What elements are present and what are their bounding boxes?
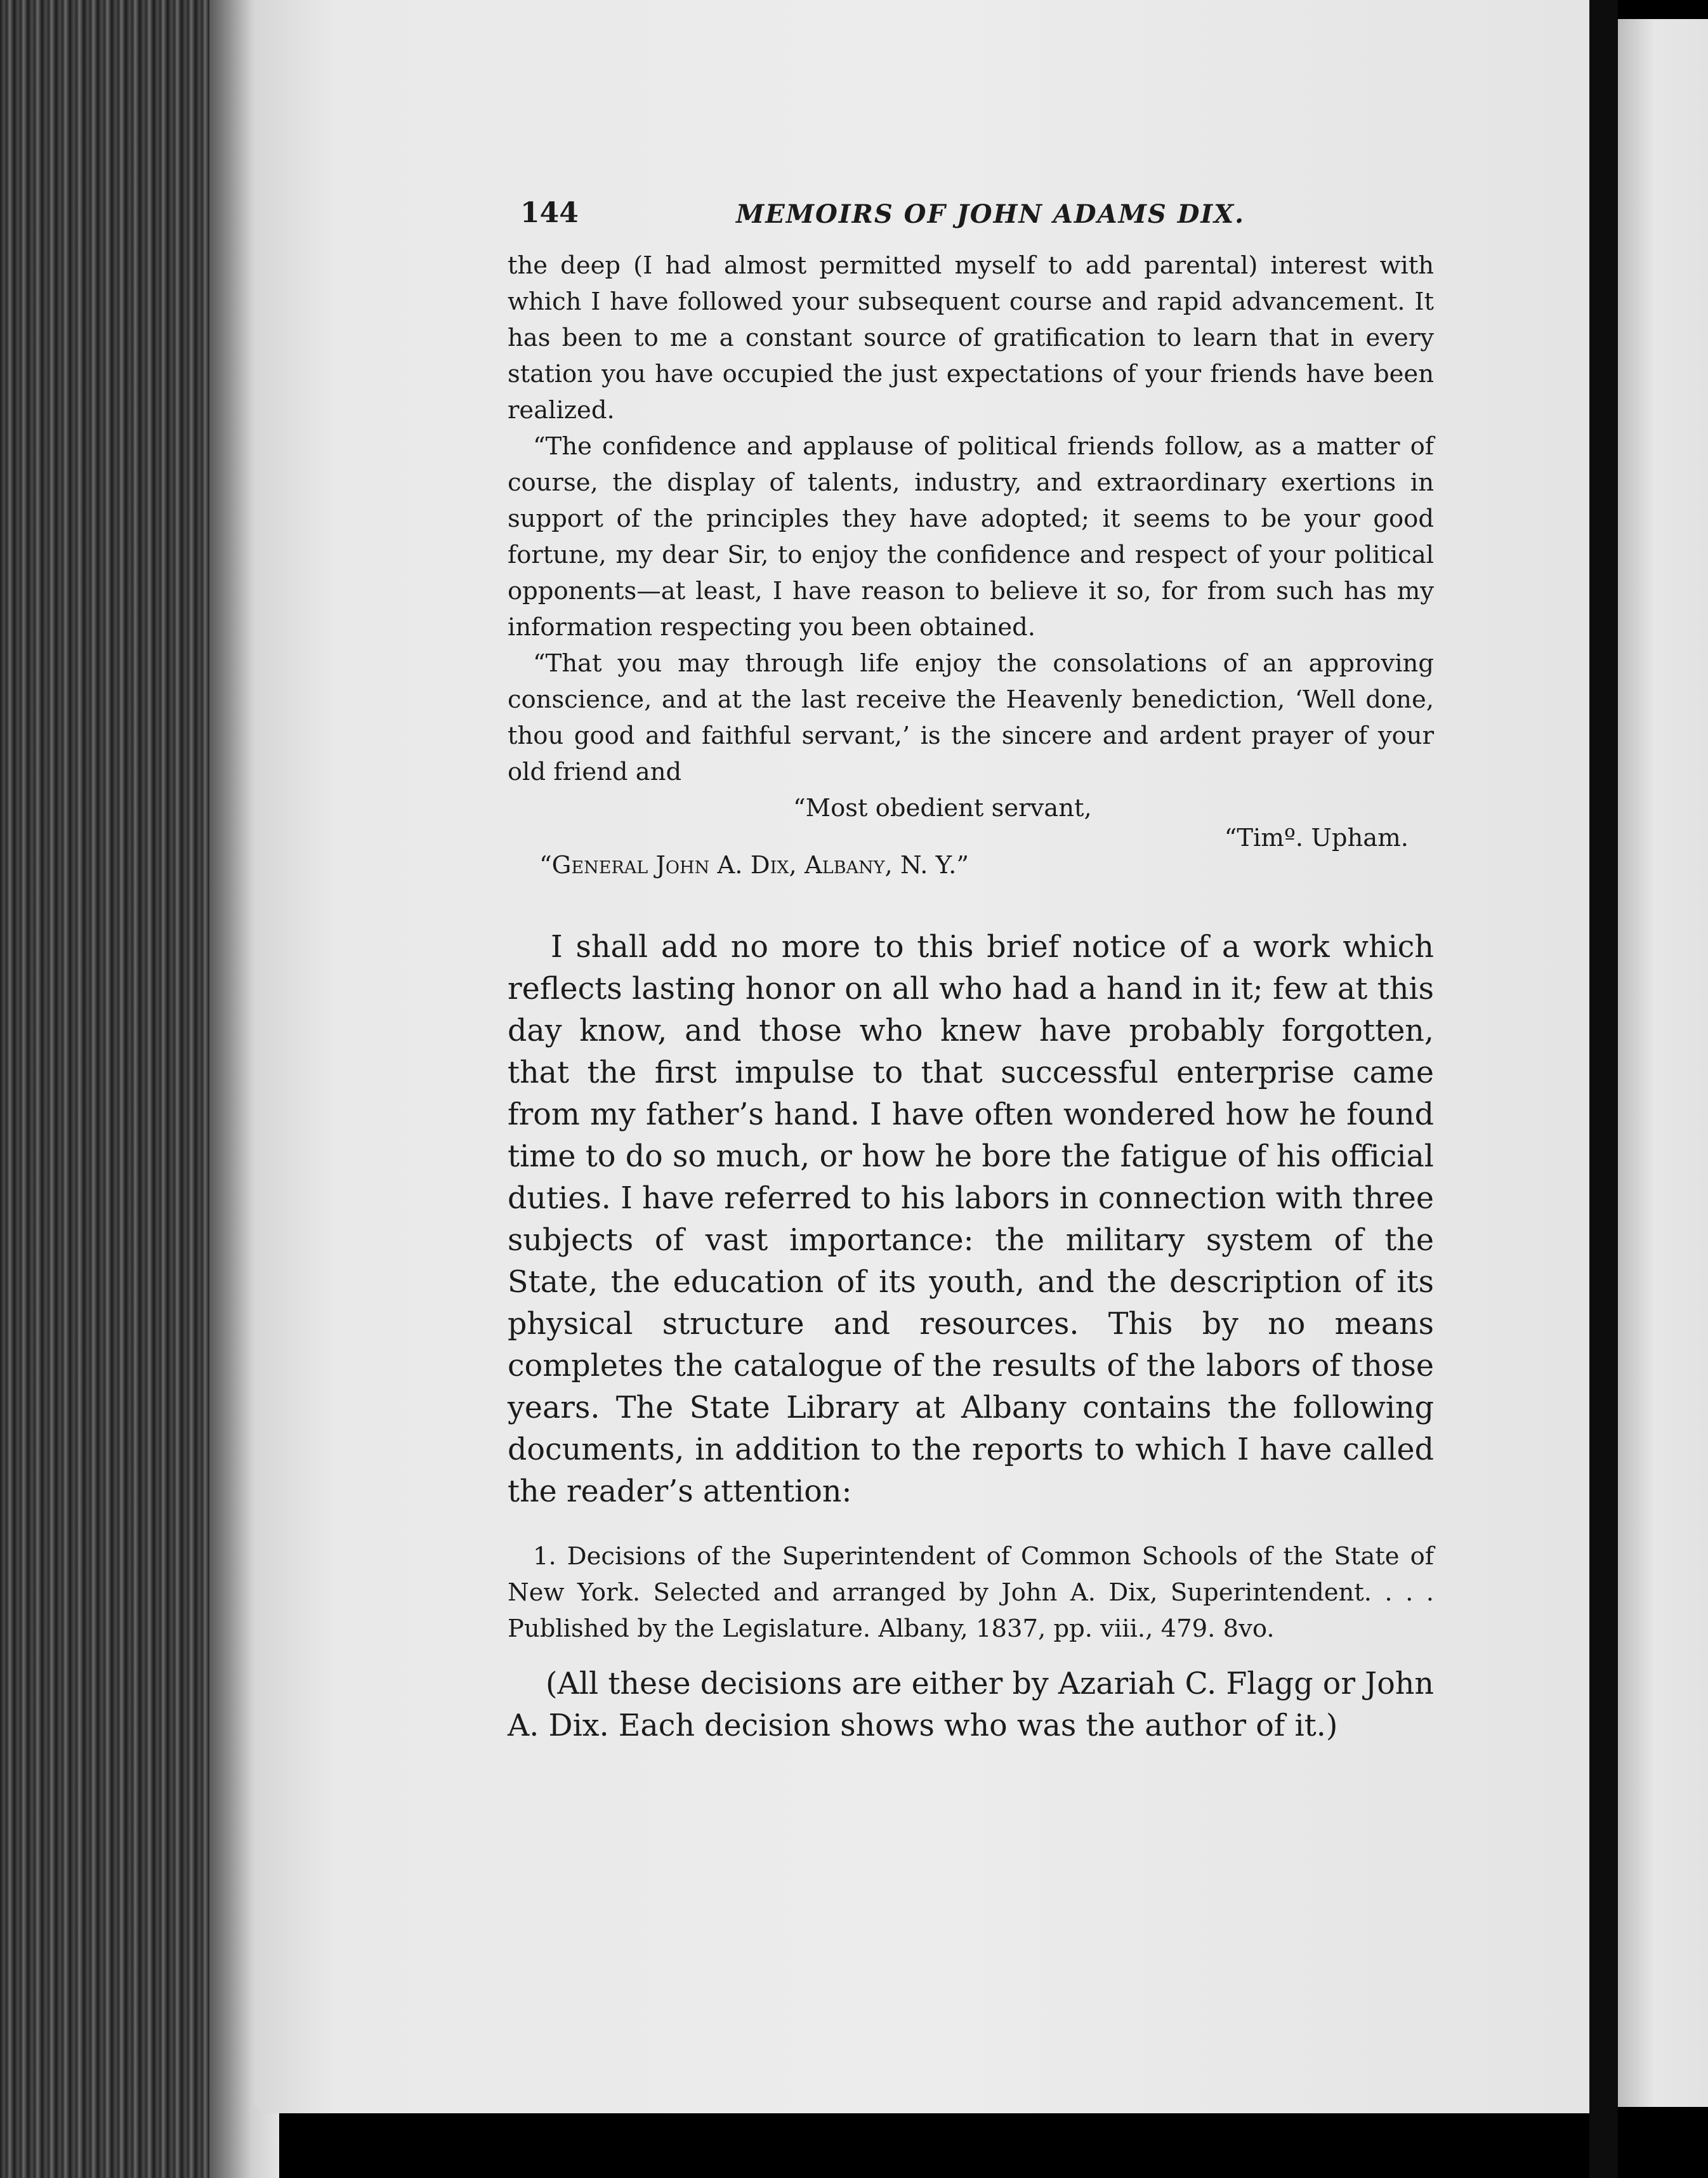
running-head: MEMOIRS OF JOHN ADAMS DIX. (736, 199, 1245, 229)
body-text (508, 927, 1434, 1513)
body-text-closing (508, 1663, 1434, 1747)
quoted-letter (508, 248, 1434, 790)
facing-page-edge (1618, 19, 1708, 2107)
list-item: 1. Decisions of the Superintendent of Common Schools of the State of New York. Selected and arranged by John A. Dix, Superintendent. . . . Published by the Legislature. Albany, 1837, pp. viii., 479. 8vo. (508, 1542, 1434, 1643)
body-paragraph: (All these decisions are either by Azariah C. Flagg or John A. Dix. Each decision shows who was the author of it.) (508, 1666, 1434, 1743)
book-page-edges (0, 0, 279, 2178)
page-header (508, 197, 1434, 248)
letter-paragraph: “The confidence and applause of political friends follow, as a matter of course, the display of talents, industry, and extraordinary exertions in support of the principles they have adopted; it seems to be your good fortune, my dear Sir, to enjoy the confidence and respect of your political opponents—at least, I have reason to believe it so, for from such has my information respecting you been obtained. (508, 432, 1434, 642)
page-text (508, 197, 1434, 1747)
letter-paragraph: “That you may through life enjoy the consolations of an approving conscience, and at the last receive the Heavenly benediction, ‘Well done, thou good and faithful servant,’ is the sincere and ardent prayer of your old friend and (508, 649, 1434, 786)
document-list (508, 1538, 1434, 1647)
letter-paragraph: the deep (I had almost permitted myself to add parental) interest with which I have followed your subsequent course and rapid advancement. It has been to me a constant source of gratification to learn that in every station you have occupied the just expectations of your friends have been realized. (508, 251, 1434, 425)
letter-signature: “Timº. Upham. (1224, 824, 1409, 852)
letter-address: “General John A. Dix, Albany, N. Y.” (539, 851, 969, 880)
body-paragraph: I shall add no more to this brief notice of a work which reflects lasting honor on all who had a hand in it; few at this day know, and those who knew have probably forgotten, that the first impulse to that successful enterprise came from my father’s hand. I have often wondered how he found time to do so much, or how he bore the fatigue of his official duties. I have referred to his labors in connection with three subjects of vast importance: the military system of the State, the education of its youth, and the description of its physical structure and resources. This by no means completes the catalogue of the results of the labors of those years. The State Library at Albany contains the following documents, in addition to the reports to which I have called the reader’s attention: (508, 930, 1434, 1509)
page-number: 144 (520, 197, 579, 229)
letter-closing: “Most obedient servant, (793, 794, 1092, 822)
book-gutter (1589, 0, 1618, 2178)
